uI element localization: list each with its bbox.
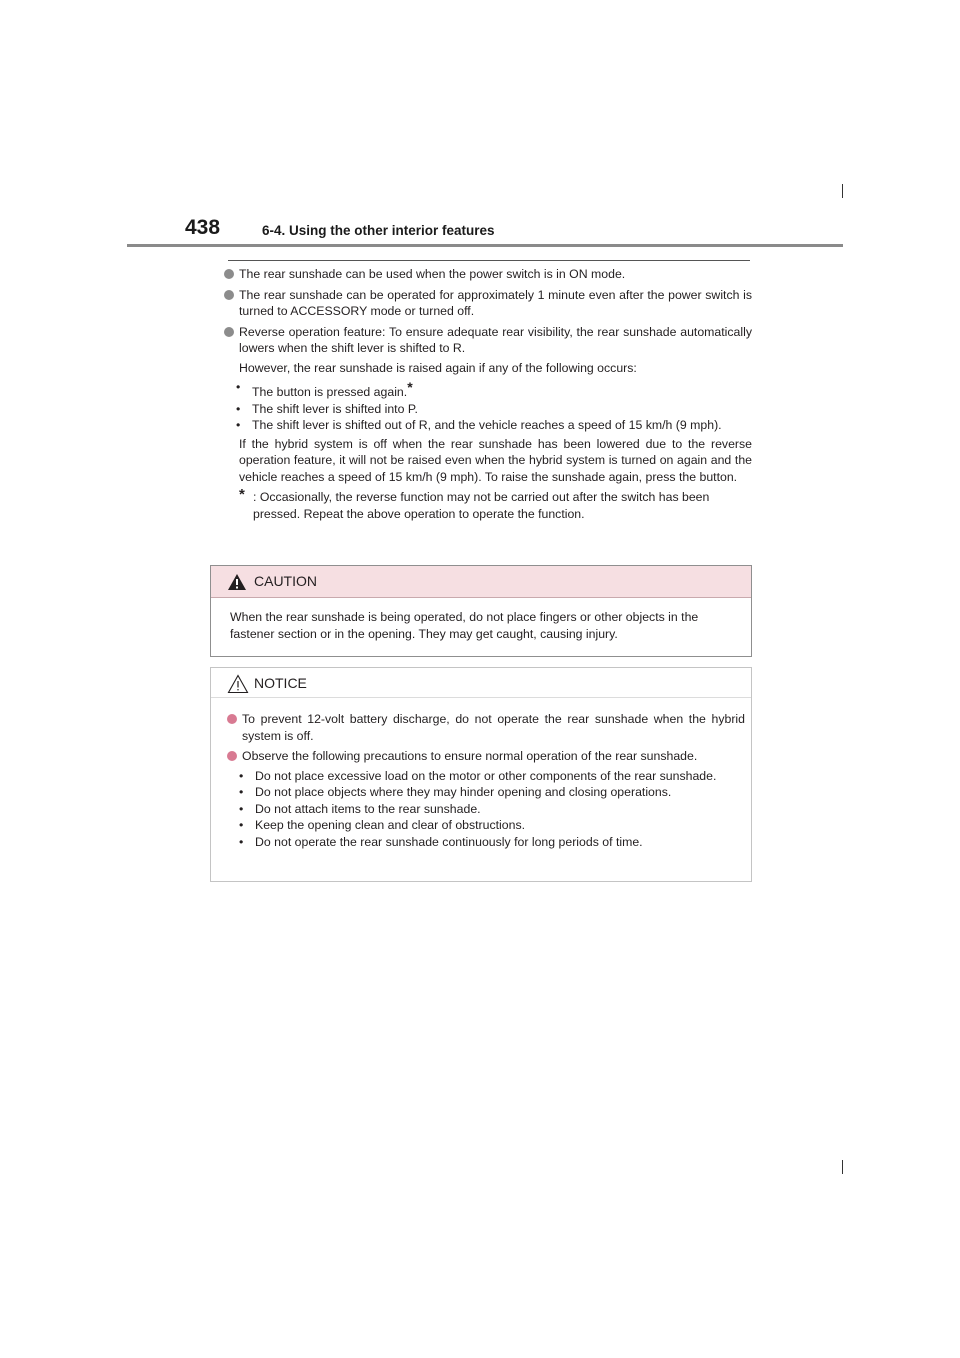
notice-text: To prevent 12-volt battery discharge, do not operate the rear sunshade when the hybrid system is off.	[242, 712, 745, 743]
note-text: The rear sunshade can be operated for approximately 1 minute even after the power switch is turned to ACCESSORY mode or turned off.	[239, 287, 752, 318]
caution-box	[210, 565, 752, 657]
sub-list-item: • Do not place objects where they may hinder opening and closing operations.	[239, 785, 672, 799]
crop-mark-top-right	[842, 184, 843, 198]
notice-sub-list	[225, 768, 745, 851]
note-however: However, the rear sunshade is raised again if any of the following occurs:	[239, 360, 637, 375]
sub-bullet-icon: •	[239, 834, 244, 849]
sub-bullet-icon: •	[236, 418, 241, 432]
sub-bullet-icon: •	[239, 785, 244, 799]
warning-triangle-icon	[227, 573, 247, 591]
note-item	[222, 287, 752, 320]
section-title: 6-4. Using the other interior features	[262, 223, 495, 238]
crop-mark-bottom-right	[842, 1160, 843, 1174]
notice-triangle-icon	[227, 674, 249, 694]
header-rule	[127, 244, 843, 247]
sub-list	[222, 379, 752, 434]
notice-title: NOTICE	[254, 675, 307, 691]
page-number: 438	[185, 216, 221, 239]
sub-list-item: • Do not attach items to the rear sunshade.	[239, 801, 481, 816]
bullet-dot-icon	[224, 269, 234, 279]
note-text: The rear sunshade can be used when the power switch is in ON mode.	[239, 267, 626, 281]
notice-item	[225, 711, 745, 744]
note-text: Reverse operation feature: To ensure adequate rear visibility, the rear sunshade automatically lowers when the shift lever is shifted to R.	[239, 324, 752, 355]
sub-list-item: • Do not operate the rear sunshade continuously for long periods of time.	[239, 834, 643, 849]
footnote	[222, 486, 752, 522]
footnote-text: : Occasionally, the reverse function may not be carried out after the switch has been pressed. Repeat the above operation to operate the function.	[253, 490, 710, 521]
notice-header	[211, 668, 751, 698]
notice-text: Observe the following precautions to ensure normal operation of the rear sunshade.	[242, 749, 698, 763]
bullet-dot-icon	[227, 751, 237, 761]
bullet-dot-icon	[224, 327, 234, 337]
bullet-dot-icon	[227, 714, 237, 724]
notice-box	[210, 667, 752, 882]
page-header	[185, 214, 845, 244]
sub-bullet-icon: •	[236, 401, 241, 416]
sub-bullet-icon: •	[236, 380, 241, 394]
sub-list-item: • The shift lever is shifted out of R, and the vehicle reaches a speed of 15 km/h (9 mph).	[236, 418, 722, 432]
note-item	[222, 324, 752, 357]
caution-title: CAUTION	[254, 573, 317, 589]
sub-list-item: • Keep the opening clean and clear of obstructions.	[239, 818, 526, 832]
asterisk-mark: *	[407, 379, 413, 395]
sub-bullet-icon: •	[239, 768, 244, 783]
caution-header	[211, 566, 751, 598]
sub-list-item: • Do not place excessive load on the motor or other components of the rear sunshade.	[239, 768, 717, 783]
note-hybrid: If the hybrid system is off when the rear sunshade has been lowered due to the reverse operation feature, it will not be raised even when the hybrid system is turned on again and the vehicle reaches a speed of 15 km/h (9 mph). To raise the sunshade again, press the button.	[239, 436, 752, 484]
sub-list-item: • The shift lever is shifted into P.	[236, 401, 418, 416]
notice-item	[225, 748, 745, 765]
footnote-asterisk: *	[239, 486, 245, 503]
caution-text: When the rear sunshade is being operated, do not place fingers or other objects in the fastener section or in the opening. They may get caught, causing injury.	[230, 610, 699, 641]
bullet-dot-icon	[224, 290, 234, 300]
note-item	[222, 266, 752, 283]
notes-section	[222, 266, 752, 522]
sub-list-item: • The button is pressed again.*	[236, 379, 413, 399]
content-top-rule	[228, 260, 750, 261]
notice-body	[225, 711, 745, 850]
sub-bullet-icon: •	[239, 818, 244, 832]
sub-bullet-icon: •	[239, 801, 244, 816]
